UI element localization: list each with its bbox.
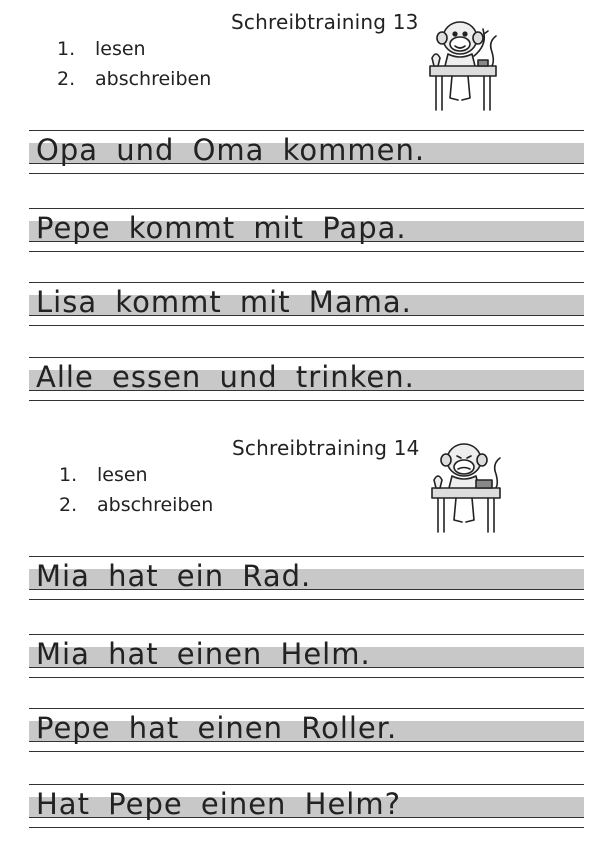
writing-line (29, 556, 584, 600)
sentence-text: Hat Pepe einen Helm? (36, 787, 401, 821)
instruction-list (59, 460, 213, 520)
sentence-text: Opa und Oma kommen. (36, 133, 426, 167)
instruction-step: 2. abschreiben (59, 494, 214, 516)
section-title: Schreibtraining 14 (232, 436, 420, 460)
instruction-step: 1. lesen (59, 464, 148, 486)
instruction-step: 1. lesen (57, 38, 146, 60)
section-title: Schreibtraining 13 (231, 10, 419, 34)
worksheet-section-13 (0, 0, 605, 420)
monkey-at-desk-icon (418, 12, 513, 114)
monkey-at-desk-icon (420, 434, 515, 536)
writing-line (29, 208, 584, 252)
writing-line (29, 634, 584, 678)
writing-line (29, 784, 584, 828)
sentence-text: Pepe kommt mit Papa. (36, 211, 407, 245)
writing-line (29, 130, 584, 174)
writing-line (29, 357, 584, 401)
instruction-list (57, 34, 211, 94)
sentence-text: Alle essen und trinken. (36, 360, 415, 394)
worksheet-section-14 (0, 428, 605, 846)
sentence-text: Mia hat einen Helm. (36, 637, 371, 671)
sentence-text: Mia hat ein Rad. (36, 559, 312, 593)
writing-line (29, 282, 584, 326)
sentence-text: Lisa kommt mit Mama. (36, 285, 412, 319)
sentence-text: Pepe hat einen Roller. (36, 711, 398, 745)
instruction-step: 2. abschreiben (57, 68, 212, 90)
writing-line (29, 708, 584, 752)
